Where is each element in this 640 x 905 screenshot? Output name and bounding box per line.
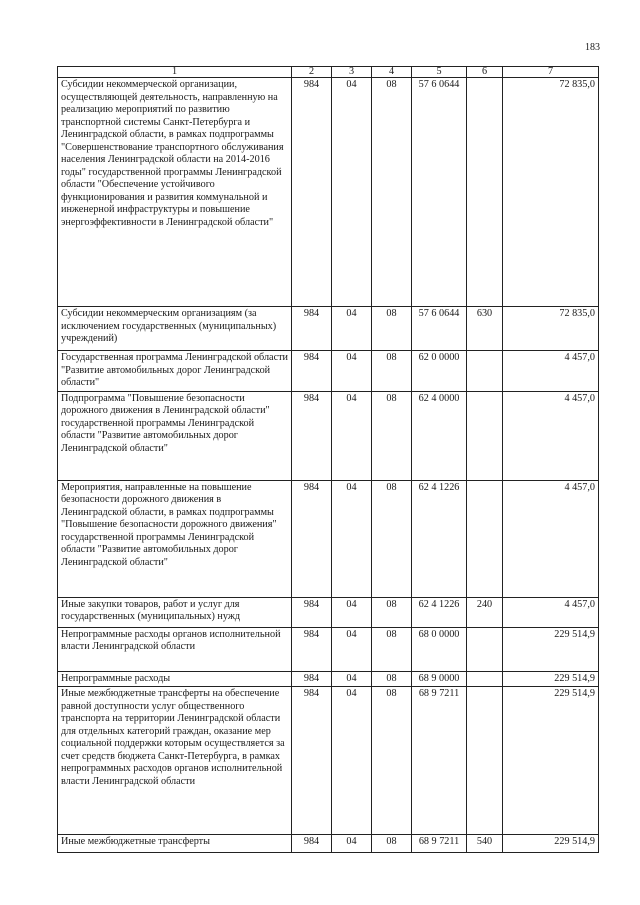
row-name: Государственная программа Ленинградской области "Развитие автомобильных дорог Ленинградской области" [58,351,292,392]
cell-amount: 72 835,0 [503,78,599,307]
cell-section: 04 [332,597,372,627]
cell-section: 04 [332,307,372,351]
cell-subsection: 08 [372,391,412,480]
cell-target: 57 6 0644 [412,78,467,307]
cell-type [467,687,503,835]
cell-target: 62 4 1226 [412,480,467,597]
cell-target: 68 9 7211 [412,835,467,853]
cell-amount: 229 514,9 [503,671,599,687]
cell-target: 57 6 0644 [412,307,467,351]
row-name: Непрограммные расходы [58,671,292,687]
cell-ministry: 984 [292,391,332,480]
row-name: Субсидии некоммерческим организациям (за исключением государственных (муниципальных) учреждений) [58,307,292,351]
row-name: Субсидии некоммерческой организации, осуществляющей деятельность, направленную на реализацию мероприятий по развитию транспортной системы Санкт-Петербурга и Ленинградской области, в рамках подпрограммы "Совершенствование транспортного обслуживания населения Ленинградской области на 2014-2016 годы" государственной программы Ленинградской области "Обеспечение устойчивого функционирования и развития коммунальной и инженерной инфраструктуры и повышение энергоэффективности в Ленинградской области" [58,78,292,307]
table-row [58,671,599,687]
cell-ministry: 984 [292,835,332,853]
cell-target: 68 0 0000 [412,627,467,671]
cell-target: 68 9 0000 [412,671,467,687]
cell-ministry: 984 [292,307,332,351]
cell-target: 62 0 0000 [412,351,467,392]
cell-section: 04 [332,627,372,671]
table-row [58,391,599,480]
col-header-4: 4 [372,67,412,78]
cell-subsection: 08 [372,597,412,627]
cell-section: 04 [332,351,372,392]
row-name: Иные межбюджетные трансферты [58,835,292,853]
cell-amount: 229 514,9 [503,687,599,835]
cell-type [467,627,503,671]
cell-subsection: 08 [372,687,412,835]
cell-subsection: 08 [372,671,412,687]
cell-amount: 229 514,9 [503,627,599,671]
cell-amount: 4 457,0 [503,480,599,597]
cell-ministry: 984 [292,627,332,671]
cell-subsection: 08 [372,78,412,307]
cell-type [467,391,503,480]
cell-ministry: 984 [292,597,332,627]
table-row [58,480,599,597]
row-name: Мероприятия, направленные на повышение безопасности дорожного движения в Ленинградской области, в рамках подпрограммы "Повышение безопасности дорожного движения" государственной программы Ленинградской области "Развитие автомобильных дорог Ленинградской области" [58,480,292,597]
cell-section: 04 [332,480,372,597]
cell-amount: 4 457,0 [503,351,599,392]
cell-target: 62 4 1226 [412,597,467,627]
row-name: Иные межбюджетные трансферты на обеспечение равной доступности услуг общественного транспорта на территории Ленинградской области для отдельных категорий граждан, оказание мер социальной поддержки которым осуществляется за счет средств бюджета Санкт-Петербурга, в рамках непрограммных расходов органов исполнительной власти Ленинградской области [58,687,292,835]
cell-subsection: 08 [372,351,412,392]
cell-amount: 72 835,0 [503,307,599,351]
cell-type: 540 [467,835,503,853]
col-header-7: 7 [503,67,599,78]
col-header-1: 1 [58,67,292,78]
table-row [58,78,599,307]
col-header-5: 5 [412,67,467,78]
cell-target: 62 4 0000 [412,391,467,480]
col-header-6: 6 [467,67,503,78]
cell-type [467,78,503,307]
budget-table [57,66,599,853]
cell-section: 04 [332,391,372,480]
col-header-2: 2 [292,67,332,78]
row-name: Непрограммные расходы органов исполнительной власти Ленинградской области [58,627,292,671]
table-row [58,351,599,392]
table-row [58,687,599,835]
cell-amount: 4 457,0 [503,391,599,480]
cell-ministry: 984 [292,78,332,307]
cell-section: 04 [332,78,372,307]
table-row [58,835,599,853]
table-row [58,627,599,671]
cell-amount: 229 514,9 [503,835,599,853]
cell-subsection: 08 [372,835,412,853]
header-row [58,67,599,78]
cell-type: 240 [467,597,503,627]
cell-type [467,671,503,687]
cell-amount: 4 457,0 [503,597,599,627]
cell-type [467,351,503,392]
cell-subsection: 08 [372,307,412,351]
cell-section: 04 [332,671,372,687]
cell-ministry: 984 [292,480,332,597]
table-row [58,597,599,627]
page-number: 183 [585,42,600,53]
cell-target: 68 9 7211 [412,687,467,835]
cell-ministry: 984 [292,671,332,687]
col-header-3: 3 [332,67,372,78]
cell-subsection: 08 [372,627,412,671]
cell-type: 630 [467,307,503,351]
cell-section: 04 [332,687,372,835]
row-name: Иные закупки товаров, работ и услуг для государственных (муниципальных) нужд [58,597,292,627]
cell-ministry: 984 [292,351,332,392]
cell-section: 04 [332,835,372,853]
row-name: Подпрограмма "Повышение безопасности дорожного движения в Ленинградской области" государственной программы Ленинградской области "Развитие автомобильных дорог Ленинградской области" [58,391,292,480]
cell-ministry: 984 [292,687,332,835]
cell-subsection: 08 [372,480,412,597]
cell-type [467,480,503,597]
table-row [58,307,599,351]
